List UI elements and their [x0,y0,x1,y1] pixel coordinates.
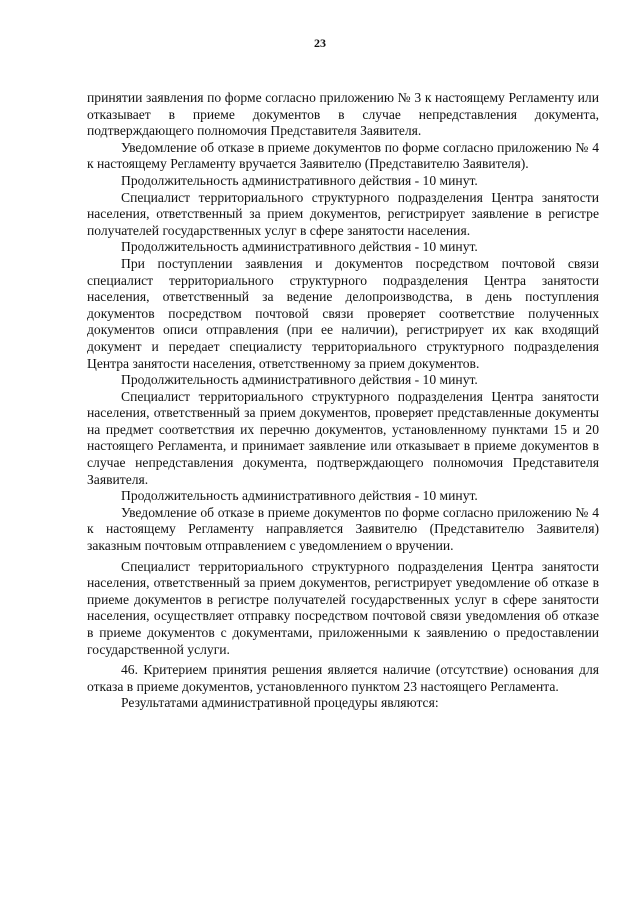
paragraph-continuation: принятии заявления по форме согласно приложению № 3 к настоящему Регламенту или отказывает в приеме документов в случае непредставления документа, подтверждающего полномочия Представителя Заявителя. [87,90,599,139]
paragraph-refusal-notice-postal: Уведомление об отказе в приеме документов по форме согласно приложению № 4 к настоящему Регламенту направляется Заявителю (Представителю Заявителя) заказным почтовым отправлением с уведомлением о вручении. [87,504,599,554]
paragraph-refusal-registration: Специалист территориального структурного подразделения Центра занятости населения, ответственный за прием документов, регистрирует уведомление об отказе в приеме документов в регистре получателей государственных услуг в сфере занятости населения, осуществляет отправку посредством почтовой связи уведомления об отказе в приеме документов с документами, приложенными к заявлению о предоставлении государственной услуги. [87,558,599,657]
paragraph-duration: Продолжительность административного действия - 10 минут. [121,488,478,504]
paragraph-duration: Продолжительность административного действия - 10 минут. [121,372,478,388]
paragraph-duration: Продолжительность административного действия - 10 минут. [121,172,478,188]
paragraph-results-intro: Результатами административной процедуры являются: [121,695,439,711]
page-number: 23 [314,36,326,50]
paragraph-registration: Специалист территориального структурного подразделения Центра занятости населения, ответственный за прием документов, регистрирует заявление в регистре получателей государственных услуг в сфере занятости населения. [87,189,599,238]
paragraph-duration: Продолжительность административного действия - 10 минут. [121,239,478,255]
paragraph-refusal-notice-handover: Уведомление об отказе в приеме документов по форме согласно приложению № 4 к настоящему Регламенту вручается Заявителю (Представителю Заявителя). [87,139,599,172]
paragraph-postal-receipt: При поступлении заявления и документов посредством почтовой связи специалист территориального структурного подразделения Центра занятости населения, ответственный за ведение делопроизводства, в день поступления документов посредством почтовой связи проверяет соответствие полученных документов описи отправления (при ее наличии), регистрирует их как входящий документ и передает специалисту территориального структурного подразделения Центра занятости населения, ответственному за прием документов. [87,255,599,371]
document-body [87,90,599,712]
paragraph-item-46: 46. Критерием принятия решения является наличие (отсутствие) основания для отказа в приеме документов, установленного пунктом 23 настоящего Регламента. [87,662,599,694]
paragraph-document-check: Специалист территориального структурного подразделения Центра занятости населения, ответственный за прием документов, проверяет представленные документы на предмет соответствия их перечню документов, установленному пунктами 15 и 20 настоящего Регламента, и принимает заявление или отказывает в приеме документов в случае непредставления документа, подтверждающего полномочия Представителя Заявителя. [87,388,599,487]
